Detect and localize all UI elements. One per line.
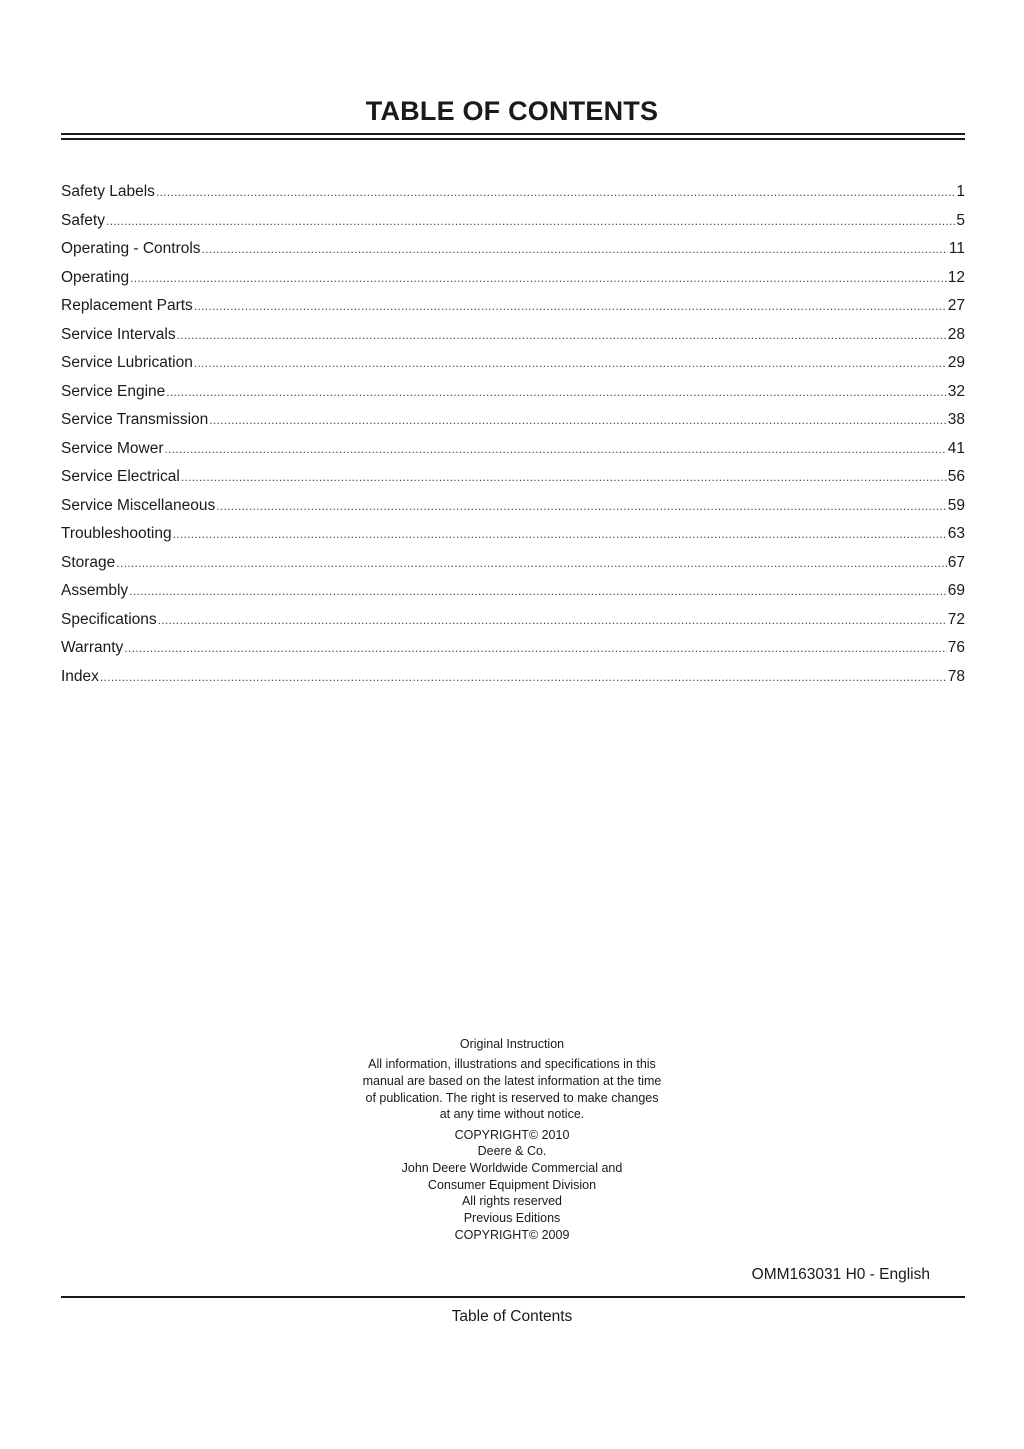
toc-entry-page: 38	[947, 411, 965, 428]
toc-entry-page: 67	[947, 553, 965, 571]
toc-entry-label: Replacement Parts	[61, 297, 193, 314]
toc-entry[interactable]	[61, 269, 965, 298]
toc-entry-label: Storage	[61, 553, 116, 571]
toc-leader-dots	[177, 326, 947, 344]
copyright-line: All rights reserved	[461, 1194, 563, 1209]
toc-entry[interactable]	[61, 383, 965, 412]
toc-entry[interactable]	[61, 326, 965, 355]
copyright-line: Consumer Equipment Division	[427, 1177, 597, 1192]
page-title: TABLE OF CONTENTS	[365, 96, 659, 126]
toc-entry-label: Service Electrical	[61, 468, 180, 485]
footer-divider	[61, 1296, 965, 1298]
toc-entry-page: 11	[948, 240, 965, 257]
toc-entry[interactable]	[61, 411, 965, 440]
copyright-line: COPYRIGHT© 2010	[454, 1127, 570, 1142]
toc-entry-label: Service Lubrication	[61, 354, 193, 371]
toc-leader-dots	[166, 383, 946, 401]
toc-entry-page: 5	[956, 211, 965, 229]
toc-entry[interactable]	[61, 240, 965, 269]
copyright-line: Deere & Co.	[477, 1144, 547, 1159]
title-divider	[61, 133, 965, 140]
toc-entry[interactable]	[61, 582, 965, 611]
toc-entry-label: Service Intervals	[61, 325, 176, 343]
copyright-line: Previous Editions	[463, 1211, 561, 1226]
toc-entry[interactable]	[61, 297, 965, 326]
toc-list	[61, 183, 965, 696]
toc-leader-dots	[129, 582, 947, 600]
toc-entry-page: 27	[947, 297, 965, 314]
toc-entry[interactable]	[61, 668, 965, 697]
toc-entry[interactable]	[61, 212, 965, 241]
toc-entry-label: Troubleshooting	[61, 525, 172, 542]
copyright-line: John Deere Worldwide Commercial and	[401, 1160, 623, 1175]
toc-entry-page: 28	[947, 325, 965, 343]
toc-entry-label: Warranty	[61, 639, 124, 656]
toc-entry-label: Service Engine	[61, 382, 166, 400]
copyright-notice	[362, 1036, 662, 1243]
toc-leader-dots	[181, 468, 947, 486]
toc-entry[interactable]	[61, 497, 965, 526]
toc-leader-dots	[216, 497, 947, 515]
toc-leader-dots	[173, 525, 947, 543]
toc-leader-dots	[209, 411, 946, 429]
toc-entry-page: 32	[947, 382, 965, 400]
toc-entry-page: 41	[947, 439, 965, 457]
toc-entry-label: Operating	[61, 268, 130, 286]
copyright-line: COPYRIGHT© 2009	[454, 1227, 570, 1242]
toc-entry-page: 72	[947, 610, 965, 628]
toc-entry[interactable]	[61, 554, 965, 583]
toc-leader-dots	[106, 212, 955, 230]
toc-entry[interactable]	[61, 611, 965, 640]
toc-entry-label: Service Miscellaneous	[61, 496, 216, 514]
toc-entry-page: 63	[947, 525, 965, 542]
footer-section-label: Table of Contents	[451, 1308, 573, 1325]
toc-leader-dots	[165, 440, 947, 458]
toc-leader-dots	[100, 668, 947, 686]
notice-body: All information, illustrations and specifications in this manual are based on the latest information at the time of publication. The right is reserved to make changes at any time without notice.	[362, 1057, 662, 1122]
toc-entry[interactable]	[61, 183, 965, 212]
toc-leader-dots	[202, 240, 948, 258]
toc-entry-page: 29	[947, 354, 965, 371]
toc-entry-page: 12	[947, 268, 965, 286]
toc-entry-page: 78	[947, 667, 965, 685]
toc-leader-dots	[158, 611, 947, 629]
toc-entry-label: Service Mower	[61, 439, 164, 457]
toc-entry-page: 1	[956, 183, 965, 200]
toc-entry-label: Safety Labels	[61, 183, 155, 200]
toc-entry[interactable]	[61, 354, 965, 383]
toc-entry-label: Assembly	[61, 582, 129, 599]
toc-leader-dots	[194, 297, 947, 315]
toc-leader-dots	[156, 183, 955, 201]
toc-leader-dots	[130, 269, 947, 287]
toc-entry-label: Safety	[61, 211, 105, 229]
toc-entry[interactable]	[61, 639, 965, 668]
toc-entry-label: Index	[61, 667, 99, 685]
toc-entry-page: 69	[947, 582, 965, 599]
toc-leader-dots	[124, 639, 946, 657]
toc-entry-page: 56	[947, 468, 965, 485]
document-code: OMM163031 H0 - English	[751, 1266, 930, 1283]
toc-entry[interactable]	[61, 440, 965, 469]
toc-leader-dots	[194, 354, 947, 372]
toc-leader-dots	[116, 554, 946, 572]
toc-entry-label: Specifications	[61, 610, 157, 628]
toc-entry-label: Service Transmission	[61, 411, 209, 428]
toc-entry-page: 76	[947, 639, 965, 656]
toc-entry[interactable]	[61, 525, 965, 554]
toc-entry-page: 59	[947, 496, 965, 514]
toc-entry[interactable]	[61, 468, 965, 497]
toc-entry-label: Operating - Controls	[61, 240, 201, 257]
notice-heading: Original Instruction	[459, 1037, 565, 1051]
